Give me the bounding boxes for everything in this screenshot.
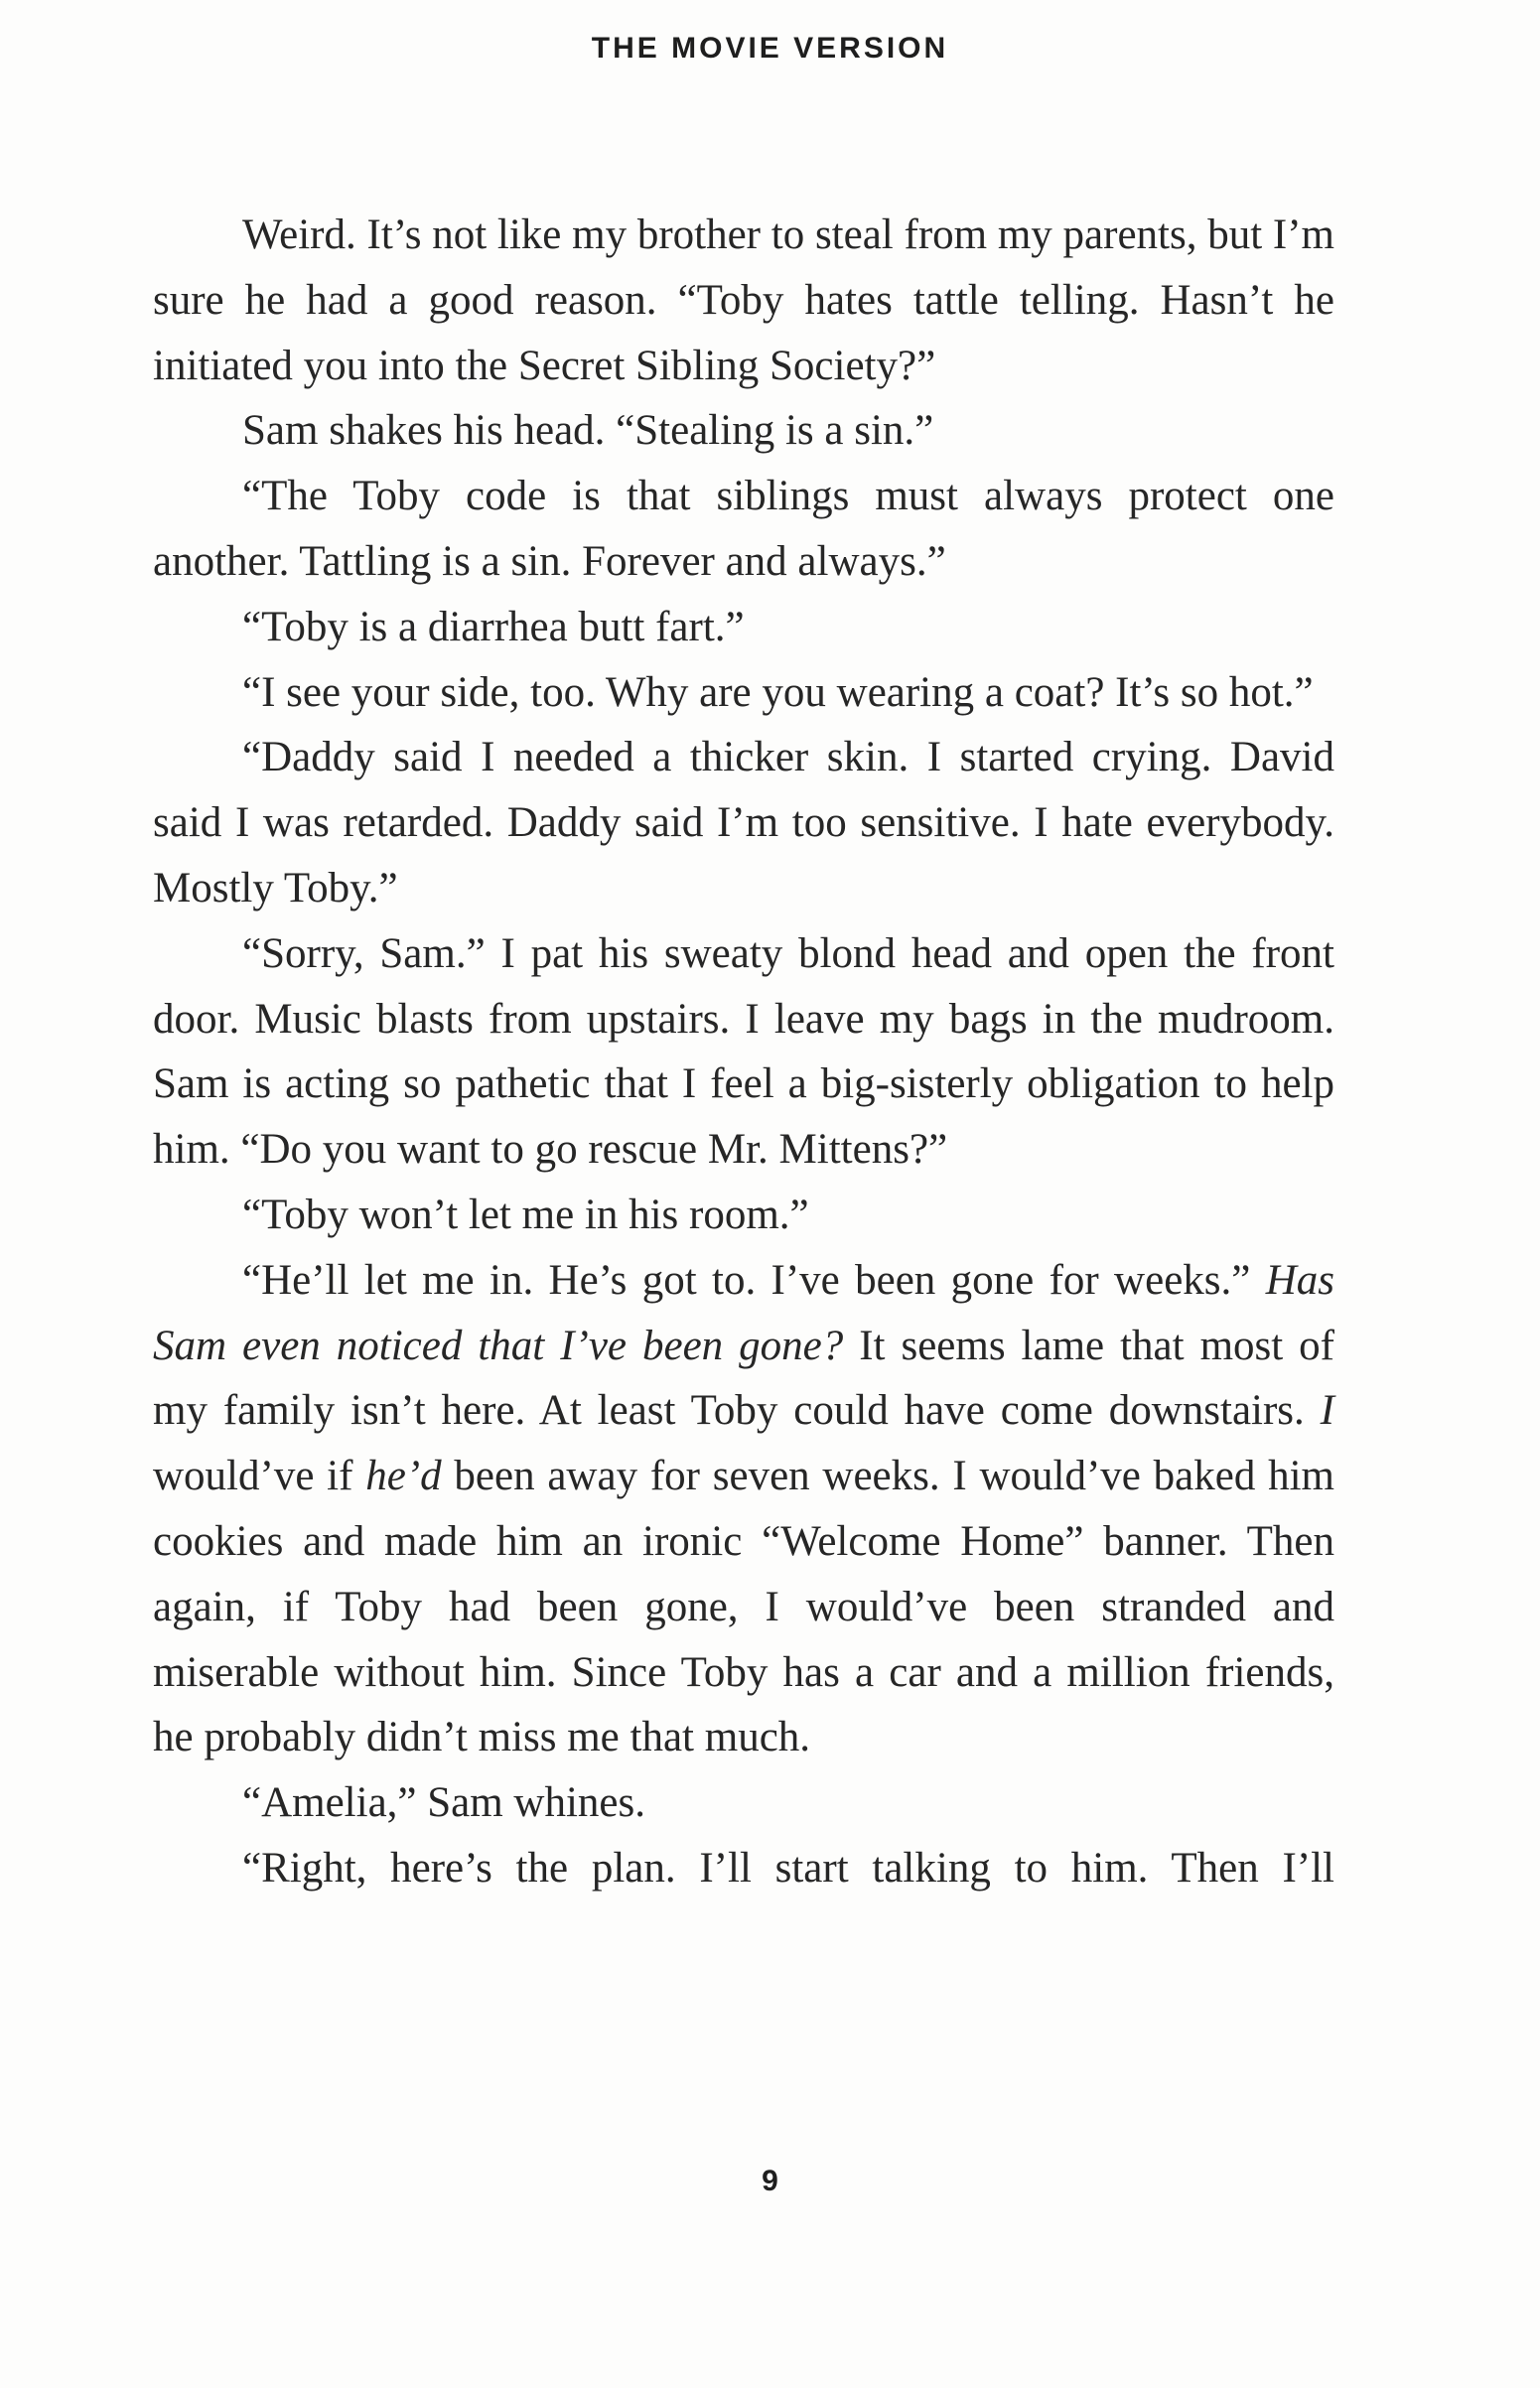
paragraph-9-italic-question: Has Sam even noticed that I’ve been gone? [153, 1256, 1334, 1369]
paragraph-6 [153, 725, 1334, 920]
paragraph-11 [153, 1836, 1334, 1901]
paragraph-10-text: “Amelia,” Sam whines. [242, 1779, 646, 1827]
paragraph-7 [153, 921, 1334, 1183]
paragraph-5 [153, 660, 1334, 726]
paragraph-3-text: “The Toby code is that siblings must always protect one another. Tattling is a sin. Forever and always.” [153, 473, 1334, 585]
body-text [153, 203, 1334, 1901]
paragraph-9-italic-hed: he’d [365, 1453, 442, 1500]
paragraph-1-text: Weird. It’s not like my brother to steal from my parents, but I’m sure he had a good reason. “Toby hates tattle telling. Hasn’t he initiated you into the Secret Sibling Society?” [153, 211, 1334, 389]
paragraph-9-italic-i: I [1320, 1387, 1334, 1435]
paragraph-11-text: “Right, here’s the plan. I’ll start talking to him. Then I’ll [242, 1844, 1334, 1892]
paragraph-9 [153, 1248, 1334, 1770]
paragraph-2-text: Sam shakes his head. “Stealing is a sin.” [242, 407, 934, 455]
paragraph-4 [153, 595, 1334, 660]
paragraph-6-text: “Daddy said I needed a thicker skin. I started crying. David said I was retarded. Daddy said I’m too sensitive. I hate everybody. Mostly Toby.” [153, 734, 1334, 912]
page-number: 9 [762, 2165, 778, 2197]
paragraph-3 [153, 464, 1334, 595]
paragraph-10 [153, 1770, 1334, 1836]
paragraph-9-seg-7: been away for seven weeks. I would’ve baked him cookies and made him an ironic “Welcome Home” banner. Then again, if Toby had been gone, I would’ve been stranded and miserable without him. Since Toby has a car and a million friends, he probably didn’t miss me that much. [153, 1453, 1335, 1761]
paragraph-9-seg-3: It seems lame that most of my family isn’t here. At least Toby could have come downstairs. [153, 1322, 1334, 1435]
paragraph-1 [153, 203, 1334, 398]
paragraph-8-text: “Toby won’t let me in his room.” [242, 1191, 809, 1238]
paragraph-9-seg-5: would’ve if [153, 1453, 366, 1500]
paragraph-7-text: “Sorry, Sam.” I pat his sweaty blond head and open the front door. Music blasts from upstairs. I leave my bags in the mudroom. Sam is acting so pathetic that I feel a big-sisterly obligation to help him. “Do you want to go rescue Mr. Mittens?” [153, 929, 1334, 1174]
paragraph-8 [153, 1183, 1334, 1248]
paragraph-2 [153, 398, 1334, 464]
paragraph-4-text: “Toby is a diarrhea butt fart.” [242, 603, 745, 650]
paragraph-5-text: “I see your side, too. Why are you wearing a coat? It’s so hot.” [242, 668, 1314, 716]
paragraph-9-seg-1: “He’ll let me in. He’s got to. I’ve been gone for weeks.” [242, 1256, 1266, 1304]
running-head: THE MOVIE VERSION [591, 32, 949, 65]
